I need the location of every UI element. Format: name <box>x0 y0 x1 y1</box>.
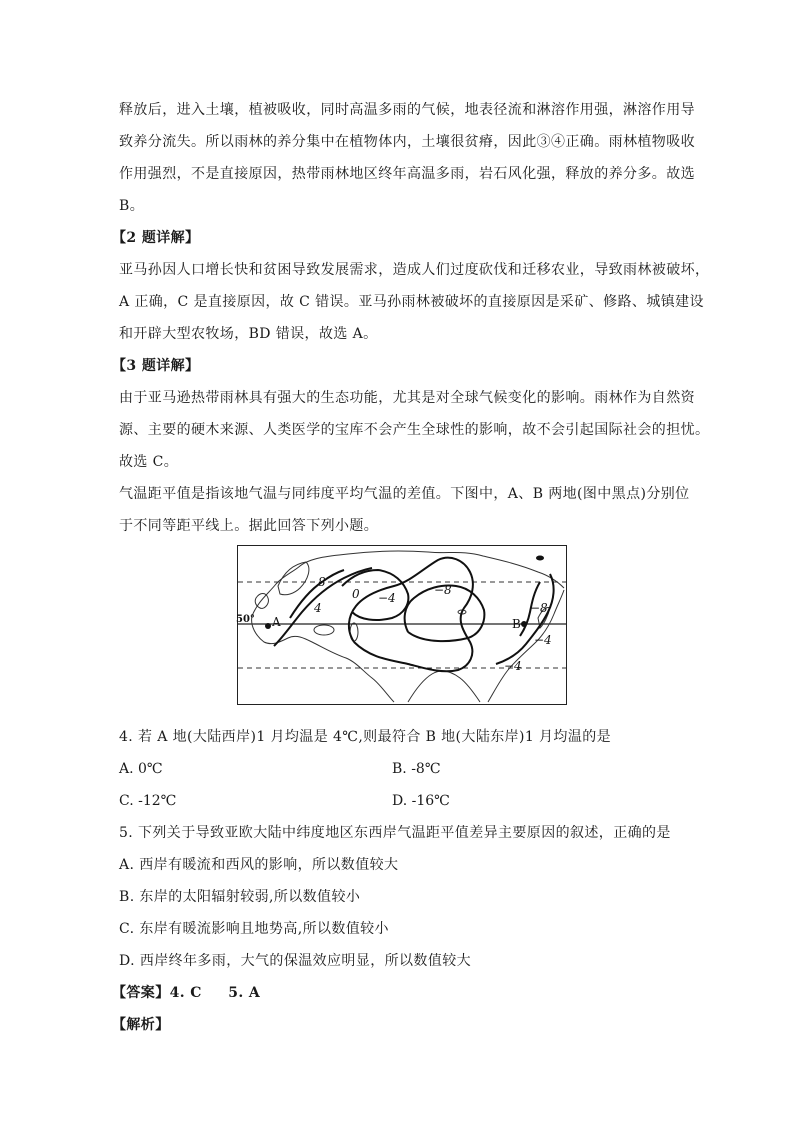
question-4-stem: 4. 若 A 地(大陆西岸)1 月均温是 4℃,则最符合 B 地(大陆东岸)1 月均温的是 <box>119 729 612 745</box>
contour-minus4-west <box>349 558 473 672</box>
paragraph-line: 和开辟大型农牧场，BD 错误，故选 A。 <box>119 326 378 342</box>
question-4-option-a[interactable]: A. 0℃ <box>119 761 163 777</box>
label-contour: 8 <box>318 575 326 589</box>
temperature-anomaly-map <box>237 545 567 705</box>
paragraph-line: 气温距平值是指该地气温与同纬度平均气温的差值。下图中，A、B 两地(图中黑点)分别位 <box>119 486 690 502</box>
map-drawing <box>238 546 566 704</box>
label-contour: −4 <box>378 591 396 605</box>
question-4-option-d[interactable]: D. -16℃ <box>392 793 450 809</box>
paragraph-line: A 正确，C 是直接原因，故 C 错误。亚马孙雨林被破坏的直接原因是采矿、修路、城镇建设 <box>119 294 704 310</box>
question-5-option-d[interactable]: D. 西岸终年多雨，大气的保温效应明显，所以数值较大 <box>119 953 472 969</box>
island-blob <box>536 556 544 561</box>
contour-minus4-east <box>496 574 554 664</box>
section-heading: 【3 题详解】 <box>112 358 200 374</box>
paragraph-line: 于不同等距平线上。据此回答下列小题。 <box>119 518 379 534</box>
question-5-option-b[interactable]: B. 东岸的太阳辐射较弱,所以数值较小 <box>119 889 361 905</box>
label-point-b: B <box>512 617 521 631</box>
label-contour: −4 <box>504 659 522 673</box>
point-b-dot <box>521 621 527 627</box>
paragraph-line: 亚马孙因人口增长快和贫困导致发展需求，造成人们过度砍伐和迁移农业，导致雨林被破坏， <box>119 262 710 278</box>
question-5-stem: 5. 下列关于导致亚欧大陆中纬度地区东西岸气温距平值差异主要原因的叙述，正确的是 <box>119 825 671 841</box>
section-heading: 【2 题详解】 <box>112 230 200 246</box>
label-point-a: A <box>272 615 281 629</box>
coastline-south-asia <box>408 671 480 702</box>
paragraph-line: B。 <box>119 198 145 214</box>
answer-line: 【答案】4. C 5. A <box>112 985 261 1001</box>
paragraph-line: 源、主要的硬木来源、人类医学的宝库不会产生全球性的影响，故不会引起国际社会的担忧。 <box>119 422 710 438</box>
question-4-option-b[interactable]: B. -8℃ <box>392 761 441 777</box>
label-contour: −4 <box>534 633 552 647</box>
question-5-option-a[interactable]: A. 西岸有暖流和西风的影响，所以数值较大 <box>119 857 399 873</box>
paragraph-line: 作用强烈，不是直接原因，热带雨林地区终年高温多雨，岩石风化强，释放的养分多。故选 <box>119 166 695 182</box>
island-britain <box>255 594 268 609</box>
analysis-heading: 【解析】 <box>112 1017 170 1033</box>
label-contour: −8 <box>530 601 548 615</box>
coastline-east <box>488 590 564 702</box>
label-50n: 50° <box>236 614 255 625</box>
label-contour: −8 <box>434 583 452 597</box>
paragraph-line: 故选 C。 <box>119 454 179 470</box>
question-4-option-c[interactable]: C. -12℃ <box>119 793 177 809</box>
paragraph-line: 由于亚马逊热带雨林具有强大的生态功能，尤其是对全球气候变化的影响。雨林作为自然资 <box>119 390 695 406</box>
question-5-option-c[interactable]: C. 东岸有暖流影响且地势高,所以数值较小 <box>119 921 389 937</box>
point-a-dot <box>265 623 271 629</box>
black-sea <box>314 625 334 635</box>
label-contour: 0 <box>352 587 360 601</box>
paragraph-line: 释放后，进入土壤，植被吸收，同时高温多雨的气候，地表径流和淋溶作用强，淋溶作用导 <box>119 102 695 118</box>
label-contour: 4 <box>314 601 322 615</box>
paragraph-line: 致养分流失。所以雨林的养分集中在植物体内，土壤很贫瘠，因此③④正确。雨林植物吸收 <box>119 134 695 150</box>
